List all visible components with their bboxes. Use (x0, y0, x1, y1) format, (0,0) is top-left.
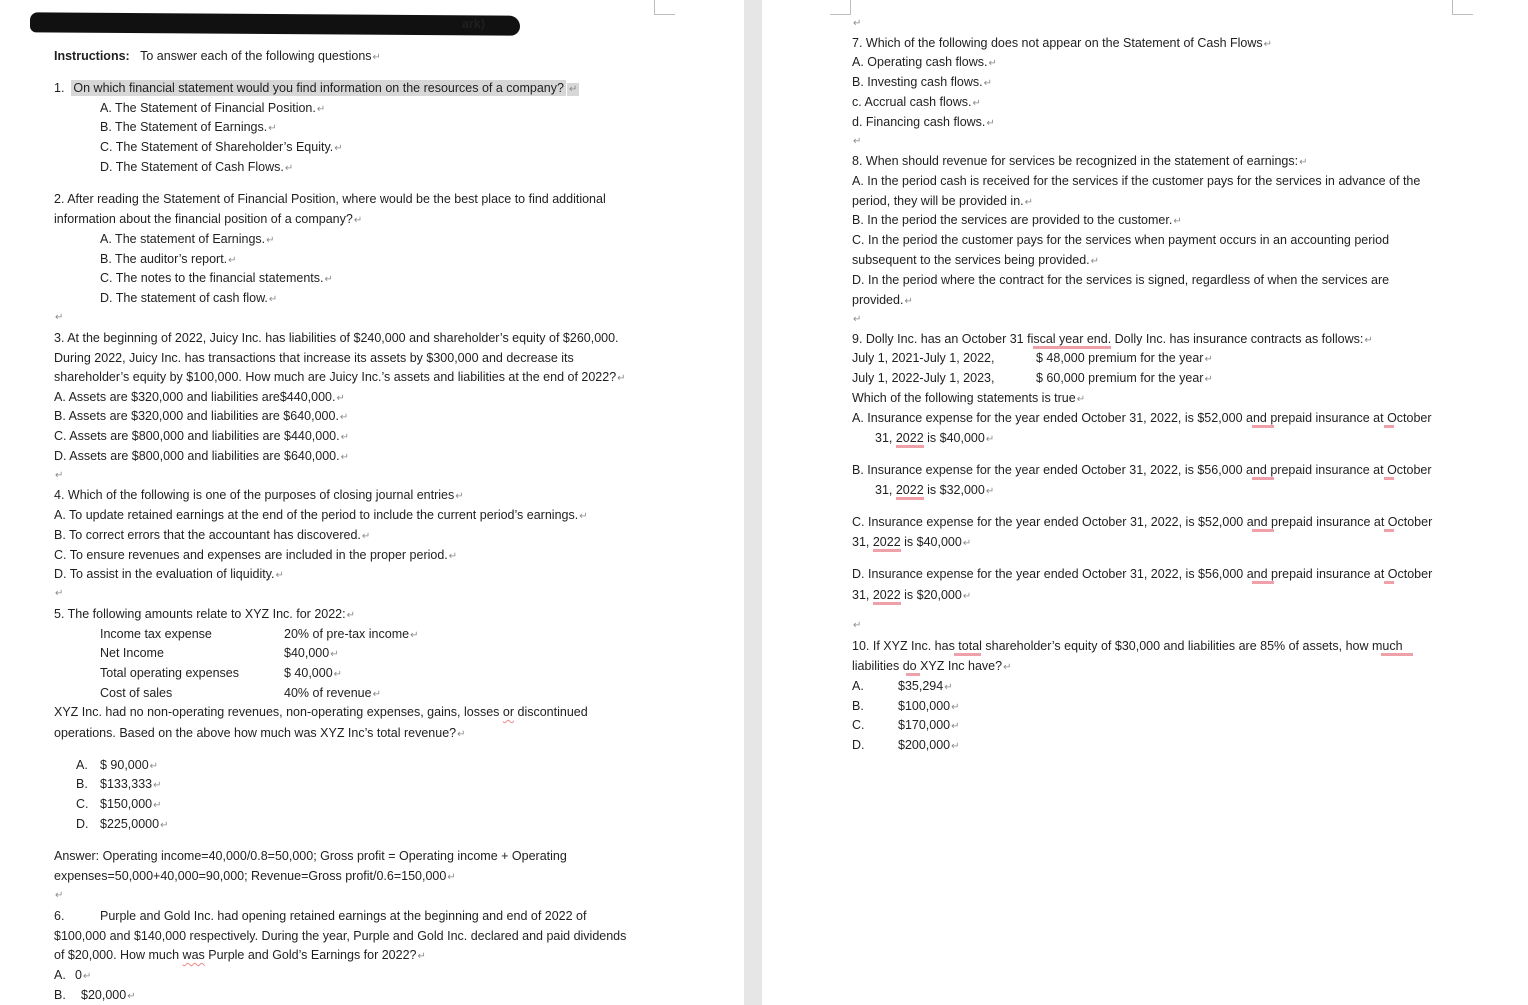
paragraph-mark: ↵ (55, 312, 64, 323)
option: B. Assets are $320,000 and liabilities are $640,000.↵ (54, 409, 349, 423)
option: D. The Statement of Cash Flows.↵ (100, 160, 294, 174)
option-line: provided.↵ (852, 293, 913, 307)
option: D. Assets are $800,000 and liabilities are $640,000.↵ (54, 449, 349, 463)
instructions-line: Instructions: To answer each of the following questions↵ (54, 49, 381, 63)
option-line: D. Insurance expense for the year ended October 31, 2022, is $56,000 and prepaid insurance at October (852, 567, 1433, 581)
question-2-line: 2. After reading the Statement of Financial Position, where would be the best place to find additional (54, 192, 606, 206)
question-6-line: of $20,000. How much was Purple and Gold’s Earnings for 2022?↵ (54, 948, 426, 962)
option: B. Investing cash flows.↵ (852, 75, 993, 89)
paragraph-mark: ↵ (853, 136, 862, 147)
q5-row-label: Income tax expense (100, 627, 212, 641)
paragraph-mark: ↵ (55, 470, 64, 481)
question-9-prompt: Which of the following statements is true↵ (852, 391, 1086, 405)
option: B. To correct errors that the accountant has discovered.↵ (54, 528, 371, 542)
option: C. Assets are $800,000 and liabilities are $440,000.↵ (54, 429, 349, 443)
page-corner-mark (1452, 0, 1473, 15)
option-letter: C. (852, 718, 865, 732)
q5-row-value: $ 40,000↵ (284, 666, 343, 680)
option: B. The auditor’s report.↵ (100, 252, 237, 266)
paragraph-mark: ↵ (853, 314, 862, 325)
option-value: 0↵ (75, 968, 92, 982)
contract-premium: $ 60,000 premium for the year↵ (1036, 371, 1213, 385)
contract-period: July 1, 2022-July 1, 2023, (852, 371, 995, 385)
option-line: C. Insurance expense for the year ended October 31, 2022, is $52,000 and prepaid insurance at October (852, 515, 1433, 529)
option-line: 31, 2022 is $40,000↵ (875, 431, 995, 445)
option-value: $200,000↵ (898, 738, 960, 752)
paragraph-mark: ↵ (853, 18, 862, 29)
question-9-line: 9. Dolly Inc. has an October 31 fiscal year end. Dolly Inc. has insurance contracts as follows:↵ (852, 332, 1373, 346)
option: A. Assets are $320,000 and liabilities are$440,000.↵ (54, 390, 345, 404)
paragraph-mark: ↵ (853, 620, 862, 631)
option-line: B. In the period the services are provided to the customer.↵ (852, 213, 1182, 227)
q5-row-value: $40,000↵ (284, 646, 339, 660)
option-line: period, they will be provided in.↵ (852, 194, 1034, 208)
instructions-text: To answer each of the following questions (140, 49, 372, 63)
option: C. To ensure revenues and expenses are included in the proper period.↵ (54, 548, 458, 562)
option-value: $ 90,000↵ (100, 758, 159, 772)
q5-row-value: 20% of pre-tax income↵ (284, 627, 419, 641)
option-letter: B. (76, 777, 88, 791)
redacted-title-tail: ark) (462, 17, 485, 31)
option-letter: C. (76, 797, 89, 811)
answer-line: Answer: Operating income=40,000/0.8=50,000; Gross profit = Operating income + Operating (54, 849, 567, 863)
option-line: 31, 2022 is $40,000↵ (852, 535, 972, 549)
spellcheck-underline (1384, 581, 1394, 584)
option-value: $35,294↵ (898, 679, 953, 693)
option: A. The Statement of Financial Position.↵ (100, 101, 326, 115)
option-value: $150,000↵ (100, 797, 162, 811)
option-letter: D. (852, 738, 865, 752)
option-line: 31, 2022 is $32,000↵ (875, 483, 995, 497)
redaction-mark (30, 12, 520, 35)
question-5-paragraph: XYZ Inc. had no non-operating revenues, non-operating expenses, gains, losses or discontinued (54, 705, 588, 719)
question-1-text: On which financial statement would you find information on the resources of a company? (73, 81, 564, 95)
option-line: D. In the period where the contract for the services is signed, regardless of when the services are (852, 273, 1390, 287)
q5-row-value: 40% of revenue↵ (284, 686, 381, 700)
question-6-num: 6. (54, 909, 65, 923)
option-line: 31, 2022 is $20,000↵ (852, 588, 972, 602)
question-6-line: Purple and Gold Inc. had opening retained earnings at the beginning and end of 2022 of (100, 909, 587, 923)
option: A. The statement of Earnings.↵ (100, 232, 275, 246)
q5-row-label: Total operating expenses (100, 666, 239, 680)
option-line: A. Insurance expense for the year ended October 31, 2022, is $52,000 and prepaid insurance at October (852, 411, 1432, 425)
page-gutter (744, 0, 762, 1005)
option: B. The Statement of Earnings.↵ (100, 120, 277, 134)
answer-line: expenses=50,000+40,000=90,000; Revenue=Gross profit/0.6=150,000↵ (54, 869, 456, 883)
q5-row-label: Net Income (100, 646, 164, 660)
question-3-line: 3. At the beginning of 2022, Juicy Inc. has liabilities of $240,000 and shareholder’s equity of $260,000. (54, 331, 619, 345)
spellcheck-underline (1384, 477, 1394, 480)
option-value: $20,000↵ (81, 988, 136, 1002)
question-6-line: $100,000 and $140,000 respectively. During the year, Purple and Gold Inc. declared and paid dividends (54, 929, 627, 943)
option-value: $225,0000↵ (100, 817, 169, 831)
question-10-line: 10. If XYZ Inc. has total shareholder’s equity of $30,000 and liabilities are 85% of assets, how much (852, 639, 1403, 653)
question-5-paragraph: operations. Based on the above how much was XYZ Inc’s total revenue?↵ (54, 726, 466, 740)
paragraph-mark: ↵ (55, 588, 64, 599)
spellcheck-underline (1252, 529, 1274, 532)
option: D. To assist in the evaluation of liquidity.↵ (54, 567, 284, 581)
question-7-line: 7. Which of the following does not appear on the Statement of Cash Flows↵ (852, 36, 1273, 50)
question-10-line: liabilities do XYZ Inc have?↵ (852, 659, 1012, 673)
option-value: $170,000↵ (898, 718, 960, 732)
spellcheck-underline (1252, 477, 1274, 480)
page-corner-mark (830, 0, 851, 15)
option: A. Operating cash flows.↵ (852, 55, 997, 69)
question-8-line: 8. When should revenue for services be recognized in the statement of earnings:↵ (852, 154, 1308, 168)
spellcheck-underline (873, 602, 901, 605)
contract-premium: $ 48,000 premium for the year↵ (1036, 351, 1213, 365)
option: C. The notes to the financial statements.↵ (100, 271, 333, 285)
option: d. Financing cash flows.↵ (852, 115, 995, 129)
spellcheck-underline (1252, 581, 1274, 584)
spellcheck-underline (1252, 425, 1274, 428)
paragraph-mark: ↵ (55, 890, 64, 901)
page-corner-mark (654, 0, 675, 15)
question-5-line: 5. The following amounts relate to XYZ Inc. for 2022:↵ (54, 607, 355, 621)
question-4-line: 4. Which of the following is one of the purposes of closing journal entries↵ (54, 488, 464, 502)
option: c. Accrual cash flows.↵ (852, 95, 981, 109)
question-2-line: information about the financial position of a company?↵ (54, 212, 363, 226)
option-letter: B. (852, 699, 864, 713)
spellcheck-underline (873, 549, 901, 552)
option-line: subsequent to the services being provided.↵ (852, 253, 1100, 267)
option: C. The Statement of Shareholder’s Equity.↵ (100, 140, 343, 154)
option-letter: D. (76, 817, 89, 831)
option-line: B. Insurance expense for the year ended October 31, 2022, is $56,000 and prepaid insurance at October (852, 463, 1432, 477)
document-page-right (762, 0, 1528, 1005)
document-page-left (0, 0, 744, 1005)
option-letter: B. (54, 988, 66, 1002)
option-letter: A. (76, 758, 88, 772)
spellcheck-underline (1384, 529, 1394, 532)
question-1: 1. On which financial statement would you find information on the resources of a company? ↵ (54, 81, 578, 95)
question-3-line: During 2022, Juicy Inc. has transactions that increase its assets by $300,000 and decrease its (54, 351, 574, 365)
instructions-label: Instructions: (54, 49, 130, 63)
spellcheck-underline (906, 673, 920, 676)
option-value: $133,333↵ (100, 777, 162, 791)
option: A. To update retained earnings at the end of the period to include the current period’s earnings.↵ (54, 508, 588, 522)
option-value: $100,000↵ (898, 699, 960, 713)
option-letter: A. (54, 968, 66, 982)
spellcheck-underline (1033, 346, 1111, 349)
q5-row-label: Cost of sales (100, 686, 173, 700)
spellcheck-underline (1381, 653, 1413, 656)
option-line: A. In the period cash is received for the services if the customer pays for the services in advance of the (852, 174, 1421, 188)
spellcheck-underline (896, 497, 924, 500)
option: D. The statement of cash flow.↵ (100, 291, 278, 305)
contract-period: July 1, 2021-July 1, 2022, (852, 351, 995, 365)
question-3-line: shareholder’s equity by $100,000. How much are Juicy Inc.’s assets and liabilities at the end of 2022?↵ (54, 370, 626, 384)
option-line: C. In the period the customer pays for the services when payment occurs in an accounting period (852, 233, 1390, 247)
spellcheck-underline (896, 445, 924, 448)
spellcheck-underline (1384, 425, 1394, 428)
option-letter: A. (852, 679, 864, 693)
spellcheck-underline (954, 653, 981, 656)
